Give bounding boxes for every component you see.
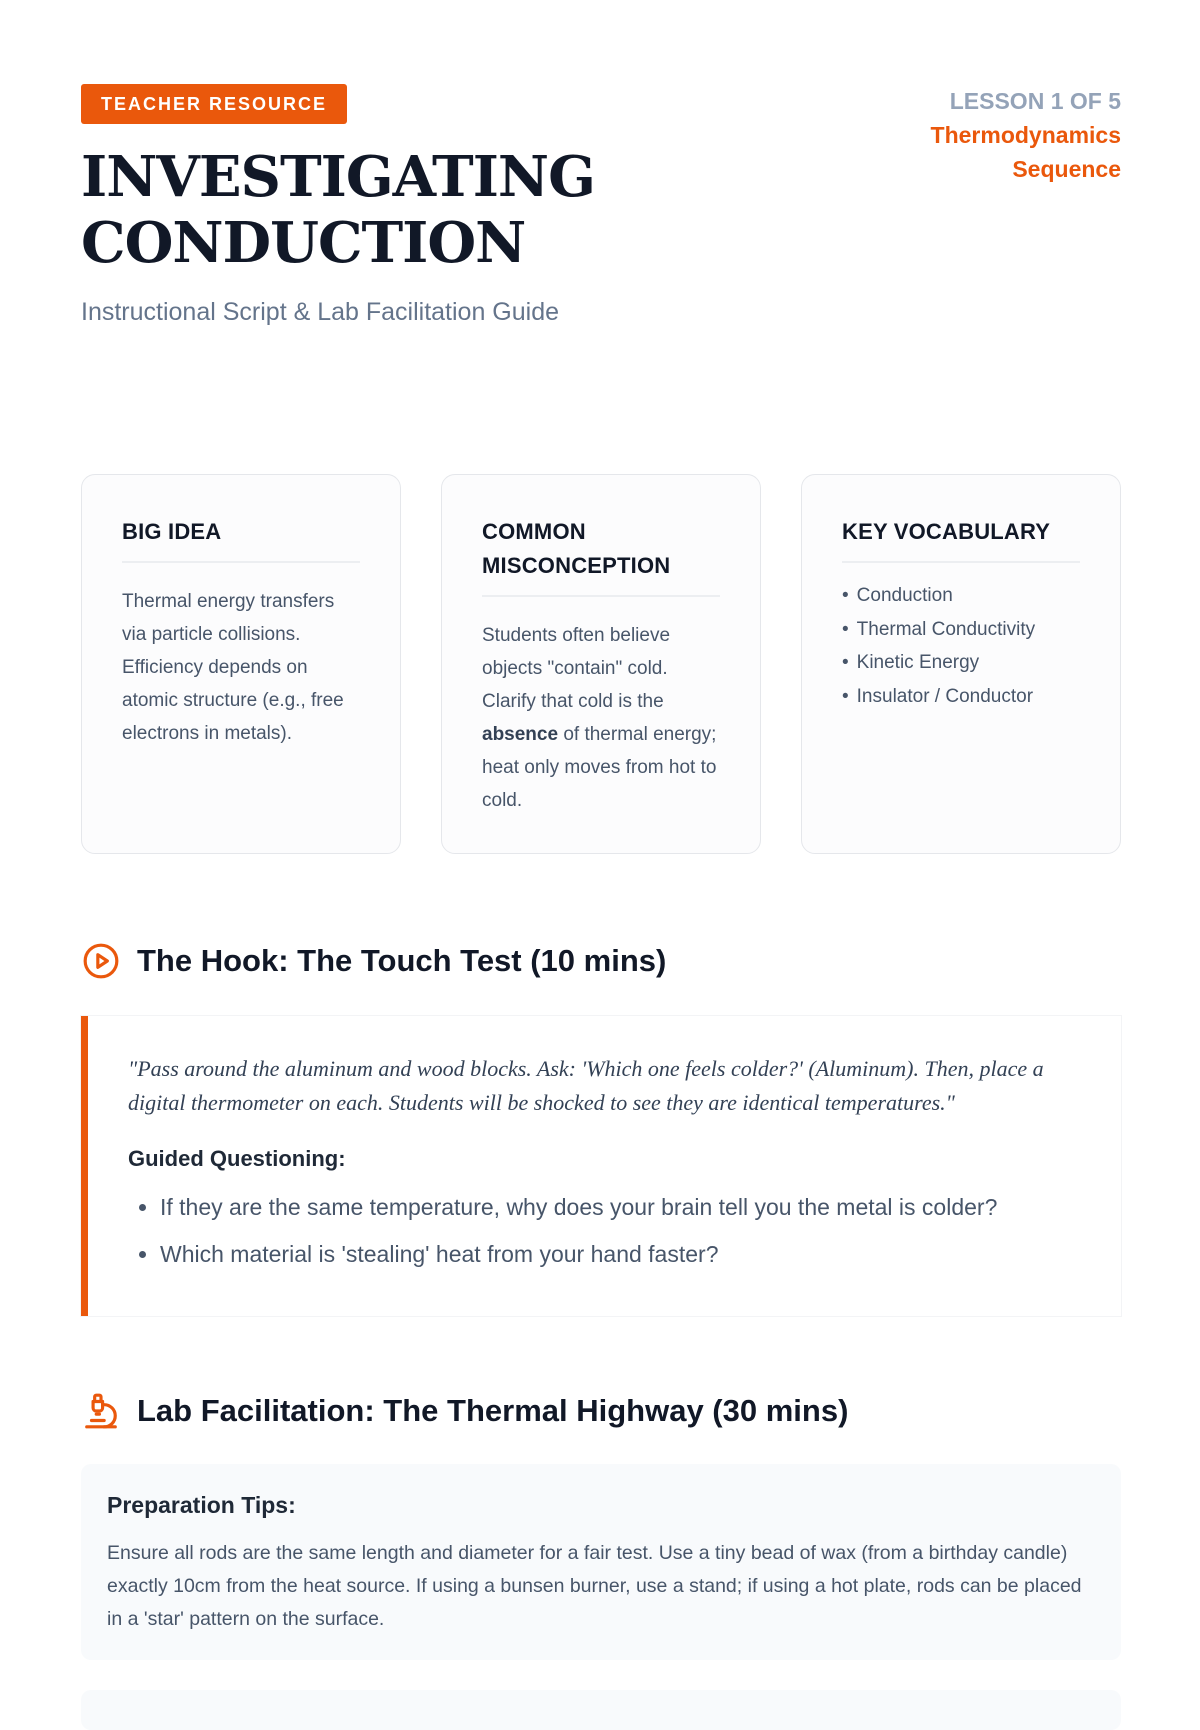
hook-callout — [81, 1016, 1121, 1316]
lesson-meta — [861, 84, 1121, 186]
microscope-icon — [81, 1391, 121, 1431]
misconception-emphasis: absence — [482, 724, 559, 745]
sequence-name-line-1: Thermodynamics — [930, 122, 1121, 148]
preparation-tips-text: Ensure all rods are the same length and diameter for a fair test. Use a tiny bead of wax (from a birthday candle) exactly 10cm from the heat source. If using a bunsen burner, use a stand; if using a hot plate, rods can be placed in a 'star' pattern on the surface. — [107, 1542, 1082, 1630]
document-header — [81, 84, 1121, 414]
teacher-resource-badge: TEACHER RESOURCE — [81, 84, 347, 124]
misconception-card — [441, 474, 761, 854]
lab-section-header — [81, 1386, 1121, 1436]
page-title — [81, 144, 701, 276]
next-section-box — [81, 1690, 1121, 1730]
vocabulary-card — [801, 474, 1121, 854]
guided-questioning-title: Guided Questioning: — [128, 1146, 346, 1171]
vocabulary-item: • Conduction — [842, 579, 1080, 613]
misconception-title: COMMON MISCONCEPTION — [482, 515, 720, 597]
summary-cards — [81, 474, 1121, 854]
misconception-text-2: of thermal energy; heat only moves from hot to cold. — [482, 724, 717, 811]
hook-script-quote: "Pass around the aluminum and wood blocks. Ask: 'Which one feels colder?' (Aluminum). Then, place a digital thermometer on each. Students will be shocked to see they are identical temperatures." — [128, 1056, 1044, 1115]
guided-question: • Which material is 'stealing' heat from your hand faster? — [160, 1231, 1081, 1278]
document-page — [81, 84, 1121, 1730]
title-line-2: CONDUCTION — [81, 210, 526, 276]
lab-section-title: Lab Facilitation: The Thermal Highway (30 mins) — [137, 1393, 849, 1428]
vocabulary-item: • Kinetic Energy — [842, 646, 1080, 680]
guided-questions-list — [128, 1184, 1081, 1278]
big-idea-card — [81, 474, 401, 854]
vocabulary-list — [842, 579, 1080, 713]
guided-question: • If they are the same temperature, why does your brain tell you the metal is colder? — [160, 1184, 1081, 1231]
vocabulary-title: KEY VOCABULARY — [842, 515, 1080, 563]
page-subtitle: Instructional Script & Lab Facilitation Guide — [81, 298, 560, 326]
vocabulary-item: • Thermal Conductivity — [842, 613, 1080, 647]
play-circle-icon — [81, 941, 121, 981]
sequence-name-line-2: Sequence — [1012, 156, 1121, 182]
misconception-body — [482, 619, 720, 817]
hook-section-title: The Hook: The Touch Test (10 mins) — [137, 943, 667, 978]
vocabulary-item: • Insulator / Conductor — [842, 680, 1080, 714]
preparation-tips-box — [81, 1464, 1121, 1660]
title-line-1: INVESTIGATING — [81, 144, 595, 210]
preparation-tips-title: Preparation Tips: — [107, 1492, 296, 1518]
hook-section-header — [81, 936, 1121, 986]
lesson-number: LESSON 1 OF 5 — [949, 88, 1121, 114]
misconception-text-1: Students often believe objects "contain" cold. Clarify that cold is the — [482, 625, 671, 712]
big-idea-title: BIG IDEA — [122, 515, 360, 563]
big-idea-body: Thermal energy transfers via particle collisions. Efficiency depends on atomic structure (e.g., free electrons in metals). — [122, 591, 344, 744]
